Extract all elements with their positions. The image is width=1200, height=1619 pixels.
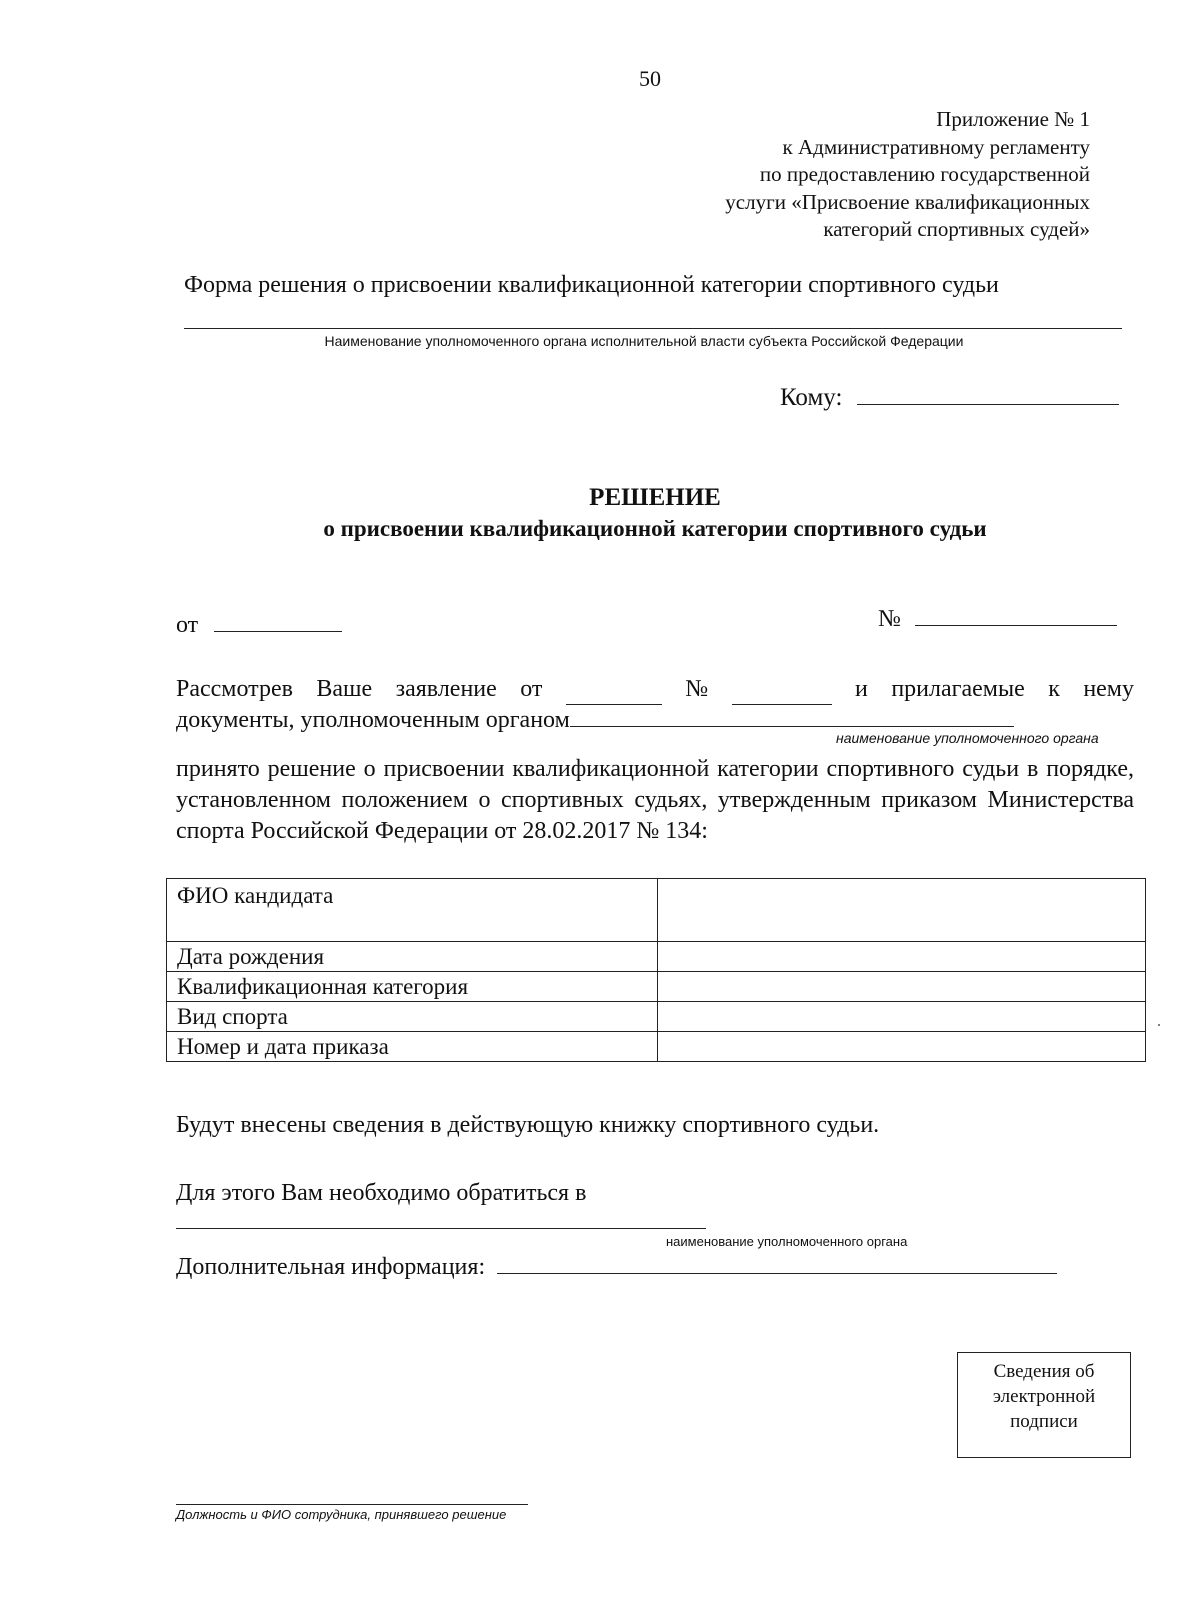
date-label: от	[176, 612, 199, 638]
word: к	[1048, 676, 1060, 702]
scan-speck	[1158, 1024, 1160, 1026]
electronic-signature-text	[958, 1353, 1130, 1434]
decision-title: РЕШЕНИЕ	[589, 484, 721, 511]
contact-authority-caption: наименование уполномоченного органа	[666, 1234, 908, 1249]
word: заявление	[395, 676, 497, 702]
recipient-blank	[857, 404, 1119, 405]
word: Рассмотрев	[176, 676, 293, 702]
signatory-blank-line	[176, 1504, 528, 1505]
esign-line: электронной	[992, 1386, 1096, 1407]
authority-caption: наименование уполномоченного органа	[836, 730, 1099, 746]
esign-line: подписи	[1010, 1411, 1078, 1432]
number-row	[878, 606, 1117, 633]
org-name-caption: Наименование уполномоченного органа исполнительной власти субъекта Российской Федерации	[324, 333, 964, 349]
signatory-caption: Должность и ФИО сотрудника, принявшего решение	[176, 1507, 507, 1522]
recipient-row	[780, 384, 1119, 412]
appendix-header	[725, 106, 1090, 244]
table-label: Номер и дата приказа	[167, 1032, 658, 1062]
additional-info-blank	[497, 1273, 1057, 1274]
org-name-blank-line	[184, 328, 1122, 329]
recipient-label: Кому:	[780, 384, 843, 411]
word: Ваше	[316, 676, 373, 702]
page-number: 50	[639, 66, 661, 91]
table-row	[167, 942, 1146, 972]
esign-line: Сведения об	[993, 1361, 1095, 1382]
number-blank	[915, 625, 1117, 626]
table-value	[658, 1002, 1146, 1032]
record-book-note: Будут внесены сведения в действующую книжку спортивного судьи.	[176, 1112, 880, 1138]
table-row	[167, 1002, 1146, 1032]
table-label: ФИО кандидата	[167, 879, 658, 942]
table-label: Квалификационная категория	[167, 972, 658, 1002]
date-blank	[214, 631, 342, 632]
table-label: Дата рождения	[167, 942, 658, 972]
electronic-signature-box	[957, 1352, 1131, 1458]
contact-instruction: Для этого Вам необходимо обратиться в	[176, 1180, 587, 1206]
word: и	[855, 676, 868, 702]
table-row	[167, 972, 1146, 1002]
decision-subtitle: о присвоении квалификационной категории спортивного судьи	[323, 516, 987, 541]
table-value	[658, 1032, 1146, 1062]
table-value	[658, 879, 1146, 942]
table-row	[167, 1032, 1146, 1062]
number-label: №	[878, 606, 901, 632]
additional-info-row	[176, 1254, 1057, 1281]
table-value	[658, 972, 1146, 1002]
application-date-blank	[566, 674, 662, 705]
paragraph-decision: принято решение о присвоении квалификационной категории спортивного судьи в порядке, установленном положением о спортивных судьях, утвержденным приказом Министерства спорта Российской Федерации от 28.02.2017 № 134:	[176, 756, 1134, 844]
table-value	[658, 942, 1146, 972]
documents-text: документы, уполномоченным органом	[176, 707, 570, 733]
contact-authority-blank-line	[176, 1228, 706, 1229]
application-number-blank	[732, 674, 832, 705]
authority-blank	[570, 726, 1014, 727]
appendix-line: Приложение № 1	[936, 107, 1090, 131]
word: от	[520, 676, 543, 702]
word: №	[685, 676, 709, 702]
word: нему	[1083, 676, 1134, 702]
paragraph-review	[176, 674, 1134, 736]
date-row	[176, 612, 342, 639]
additional-info-label: Дополнительная информация:	[176, 1254, 486, 1280]
paragraph-review-line1	[176, 674, 1134, 705]
appendix-line: к Административному регламенту	[782, 134, 1090, 159]
appendix-line: категорий спортивных судей»	[823, 217, 1090, 241]
table-row	[167, 879, 1146, 942]
form-title: Форма решения о присвоении квалификационной категории спортивного судьи	[184, 272, 999, 298]
table-label: Вид спорта	[167, 1002, 658, 1032]
word: прилагаемые	[891, 676, 1025, 702]
appendix-line: по предоставлению государственной	[759, 162, 1090, 186]
candidate-table	[166, 878, 1146, 1062]
appendix-line: услуги «Присвоение квалификационных	[725, 189, 1090, 214]
